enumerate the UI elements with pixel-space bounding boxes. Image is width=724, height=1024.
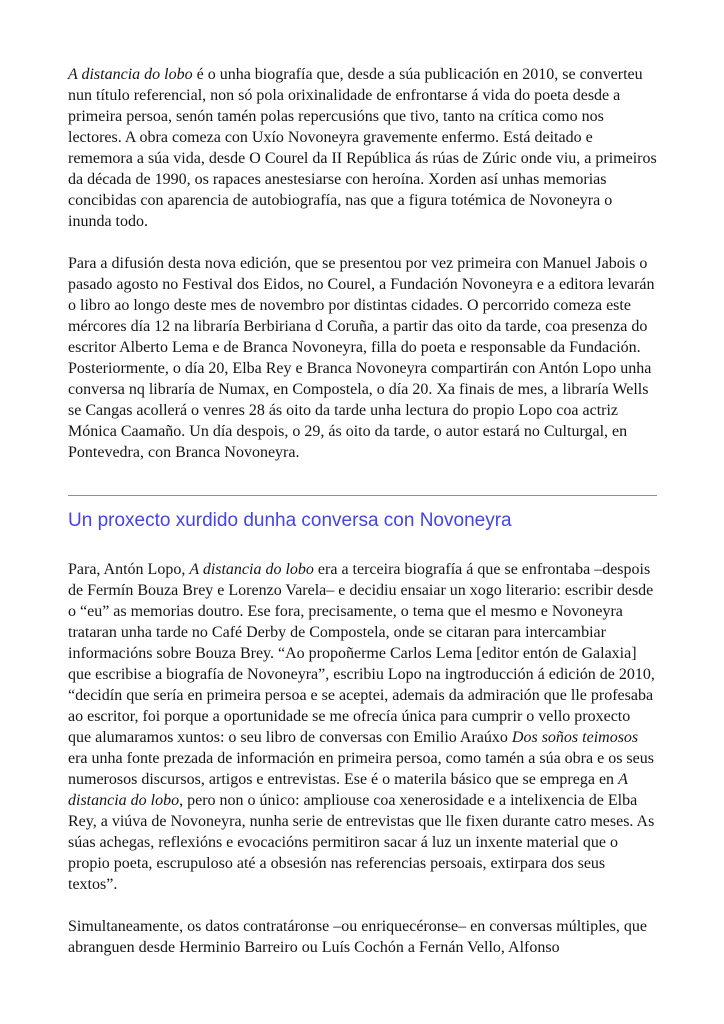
section-heading: Un proxecto xurdido dunha conversa con Novoneyra <box>68 510 512 531</box>
section-divider <box>68 495 657 496</box>
paragraph-intro-text: é o unha biografía que, desde a súa publicación en 2010, se converteu nun título referencial, non só pola orixinalidade de enfrontarse á vida do poeta desde a primeira persoa, senón tamén polas repercusións que tivo, tanto na crítica como nos lectores. A obra comeza con Uxío Novoneyra gravemente enfermo. Está deitado e rememora a súa vida, desde O Courel da II República ás rúas de Zúric onde viu, a primeiros da década de 1990, os rapaces anestesiarse con heroína. Xorden así unhas memorias concibidas con aparencia de autobiografía, nas que a figura totémica de Novoneyra o inunda todo. <box>68 66 657 230</box>
paragraph-tour-dates: Para a difusión desta nova edición, que se presentou por vez primeira con Manuel Jabois o pasado agosto no Festival dos Eidos, no Courel, a Fundación Novoneyra e a editora levarán o libro ao longo deste mes de novembro por distintas cidades. O percorrido comeza este mércores día 12 na libraría Berbiriana d Coruña, a partir das oito da tarde, coa presenza do escritor Alberto Lema e de Branca Novoneyra, filla do poeta e responsable da Fundación. Posteriormente, o día 20, Elba Rey e Branca Novoneyra compartirán con Antón Lopo unha conversa nq libraría de Numax, en Compostela, o día 20. Xa finais de mes, a libraría Wells se Cangas acollerá o venres 28 ás oito da tarde unha lectura do propio Lopo coa actriz Mónica Caamaño. Un día despois, o 29, ás oito da tarde, o autor estará no Culturgal, en Pontevedra, con Branca Novoneyra. <box>68 255 655 461</box>
book-title-italic: A distancia do lobo <box>68 771 628 809</box>
p3-seg-4: , pero non o único: ampliouse coa xenerosidade e a intelixencia de Elba Rey, a viúva de Novoneyra, nunha serie de entrevistas que lle fixen durante catro meses. As súas achegas, reflexións e evocacións permitiron sacar á luz un inxente material que o propio poeta, escrupuloso até a obsesión nas referencias persoais, extirpara dos seus textos”. <box>68 792 655 893</box>
paragraph-sources: Simultaneamente, os datos contratáronse –ou enriquecéronse– en conversas múltiples, que abranguen desde Herminio Barreiro ou Luís Cochón a Fernán Vello, Alfonso <box>68 918 647 956</box>
p3-seg-3: era unha fonte prezada de información en primeira persoa, como tamén a súa obra e os seus numerosos discursos, artigos e entrevistas. Ese é o materila básico que se emprega en <box>68 750 654 788</box>
paragraph-project-origin <box>68 559 657 895</box>
book-title-italic: Dos soños teimosos <box>511 729 639 746</box>
p3-seg-1: Para, Antón Lopo, <box>68 561 190 578</box>
paragraph-intro <box>68 64 657 232</box>
article-body <box>68 64 657 958</box>
book-title-italic: A distancia do lobo <box>189 561 314 578</box>
p3-seg-2: era a terceira biografía á que se enfrontaba –despois de Fermín Bouza Brey e Lorenzo Varela– e decidiu ensaiar un xogo literario: escribir desde o “eu” as memorias doutro. Ese fora, precisamente, o tema que el mesmo e Novoneyra trataran unha tarde no Café Derby de Compostela, onde se citaran para intercambiar informacións sobre Bouza Brey. “Ao propoñerme Carlos Lema [editor entón de Galaxia] que escribise a biografía de Novoneyra”, escribiu Lopo na ingtroducción á edición de 2010, “decidín que sería en primeira persoa e se aceptei, ademais da admiración que lle profesaba ao escritor, foi porque a oportunidade se me ofrecía única para cumprir o vello proxecto que alumaramos xuntos: o seu libro de conversas con Emilio Araúxo <box>68 561 655 746</box>
book-title-italic: A distancia do lobo <box>68 66 193 83</box>
